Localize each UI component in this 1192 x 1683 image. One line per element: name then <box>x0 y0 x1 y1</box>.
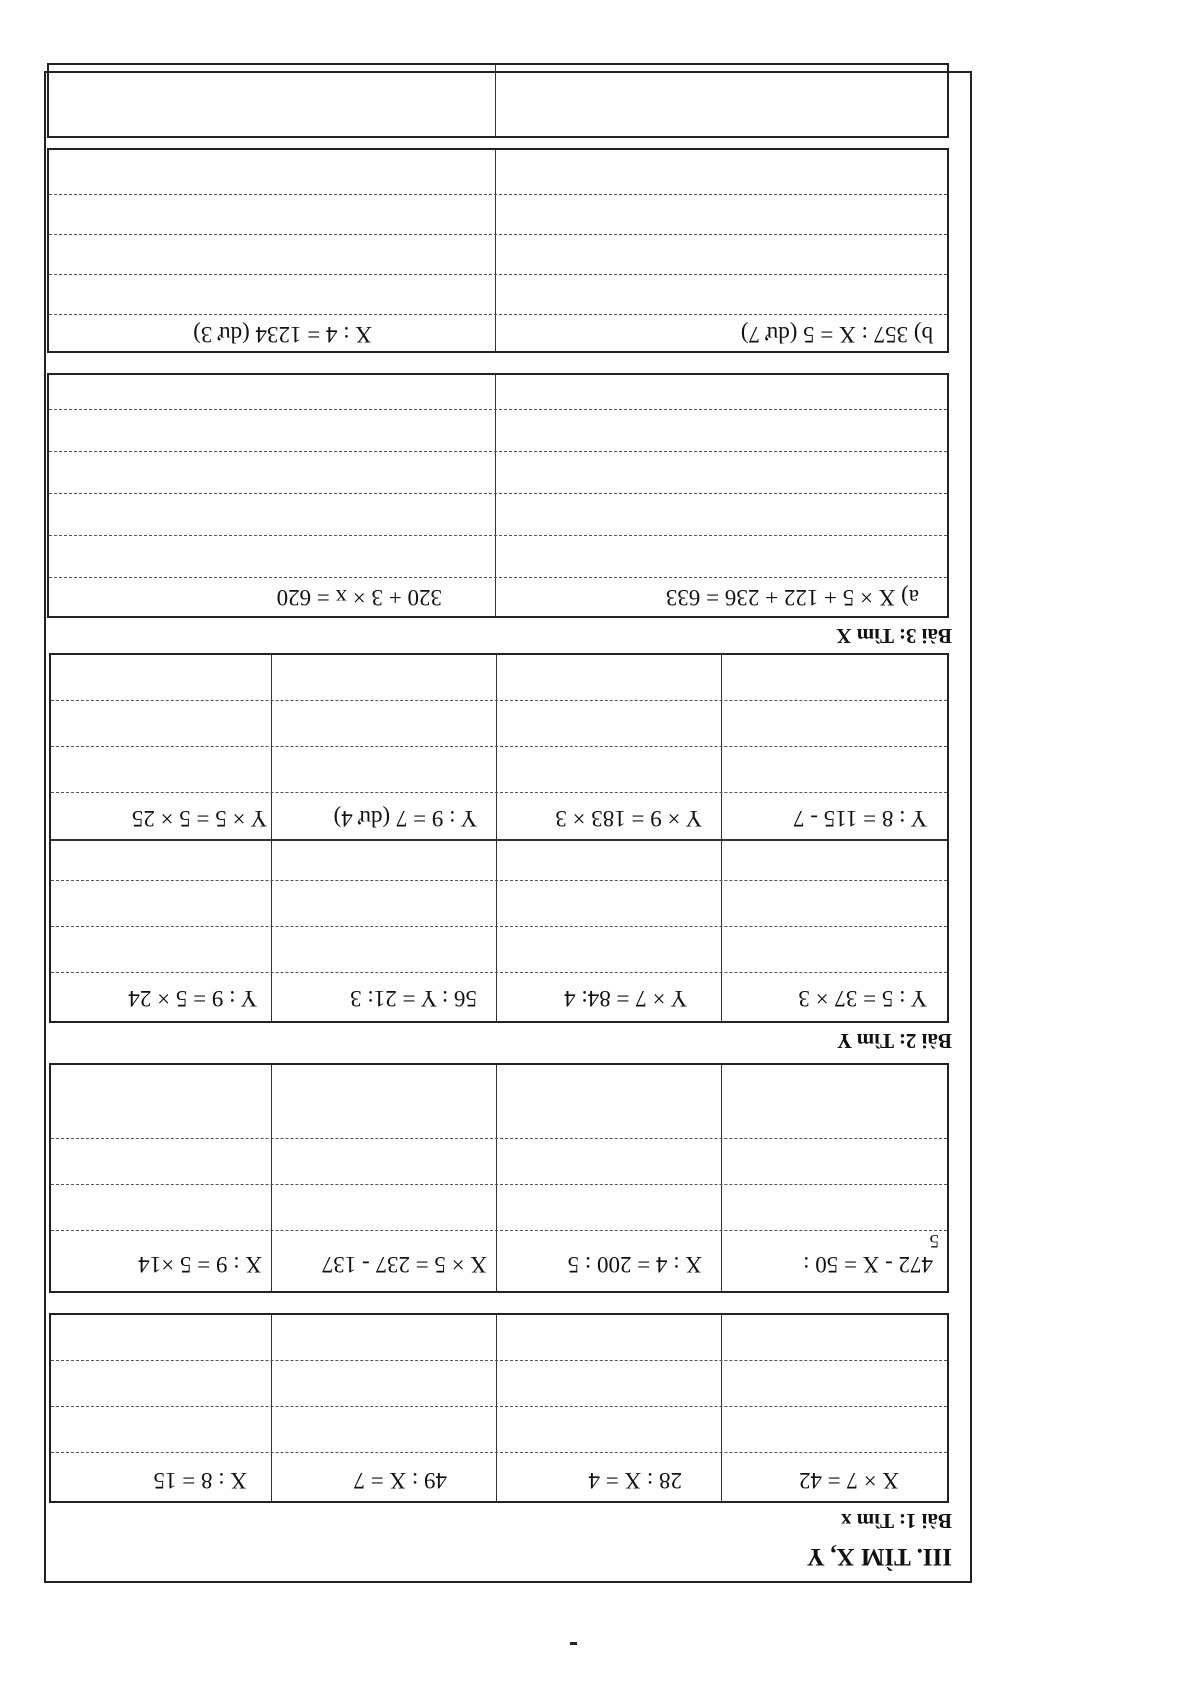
bai2-row1-cell4: Y : 9 = 5 × 24 <box>128 986 257 1011</box>
bai3-part-b-left: b) 357 : X = 5 (dư 7) <box>740 322 933 347</box>
bai1-grid-2 <box>49 1063 949 1293</box>
bai2-row1-cell3: 56 : Y = 21: 3 <box>350 986 477 1011</box>
bai1-row1-cell3: 49 : X = 7 <box>353 1468 447 1493</box>
bai1-row1-cell2: 28 : X = 4 <box>588 1468 682 1493</box>
bai1-row1-cell4: X : 8 = 15 <box>153 1468 247 1493</box>
bai3-part-a-left: a) X × 5 + 122 + 236 = 633 <box>665 585 919 610</box>
bai1-row2-cell4: X : 9 = 5 ×14 <box>138 1252 262 1277</box>
bai2-grid <box>49 653 949 1023</box>
bai2-row2-cell3: Y : 9 = 7 (dư 4) <box>333 806 477 831</box>
bai1-row1-cell1: X × 7 = 42 <box>798 1468 899 1493</box>
bai1-row2-cell2: X : 4 = 200 : 5 <box>567 1252 702 1277</box>
bai1-title: Bài 1: Tìm x <box>840 1509 952 1533</box>
bai2-title: Bài 2: Tìm Y <box>837 1029 952 1053</box>
bai2-row1-cell1: Y : 5 = 37 × 3 <box>798 986 927 1011</box>
bai3-title: Bài 3: Tìm X <box>836 624 952 648</box>
bai3-part-b-right: X : 4 = 1234 (dư 3) <box>193 322 372 347</box>
bai1-row2-note: 5 <box>929 1230 939 1251</box>
bai3-b-grid <box>47 148 949 353</box>
bai2-row2-cell4: Y × 5 = 5 × 25 <box>131 806 267 831</box>
scan-mark <box>570 1642 577 1645</box>
bai3-c-grid <box>47 63 949 138</box>
bai1-row2-cell1: 472 - X = 50 : <box>803 1252 933 1277</box>
bai2-row2-cell1: Y : 8 = 115 - 7 <box>793 806 927 831</box>
section-title: III. TÌM X, Y <box>806 1543 952 1570</box>
bai2-row2-cell2: Y × 9 = 183 × 3 <box>555 806 702 831</box>
bai1-row2-cell3: X × 5 = 237 - 137 <box>321 1252 487 1277</box>
bai2-row1-cell2: Y × 7 = 84: 4 <box>564 986 687 1011</box>
bai3-a-grid <box>47 373 949 618</box>
bai3-part-a-right: 320 + 3 × x = 620 <box>276 585 442 610</box>
bai1-grid <box>49 1313 949 1503</box>
